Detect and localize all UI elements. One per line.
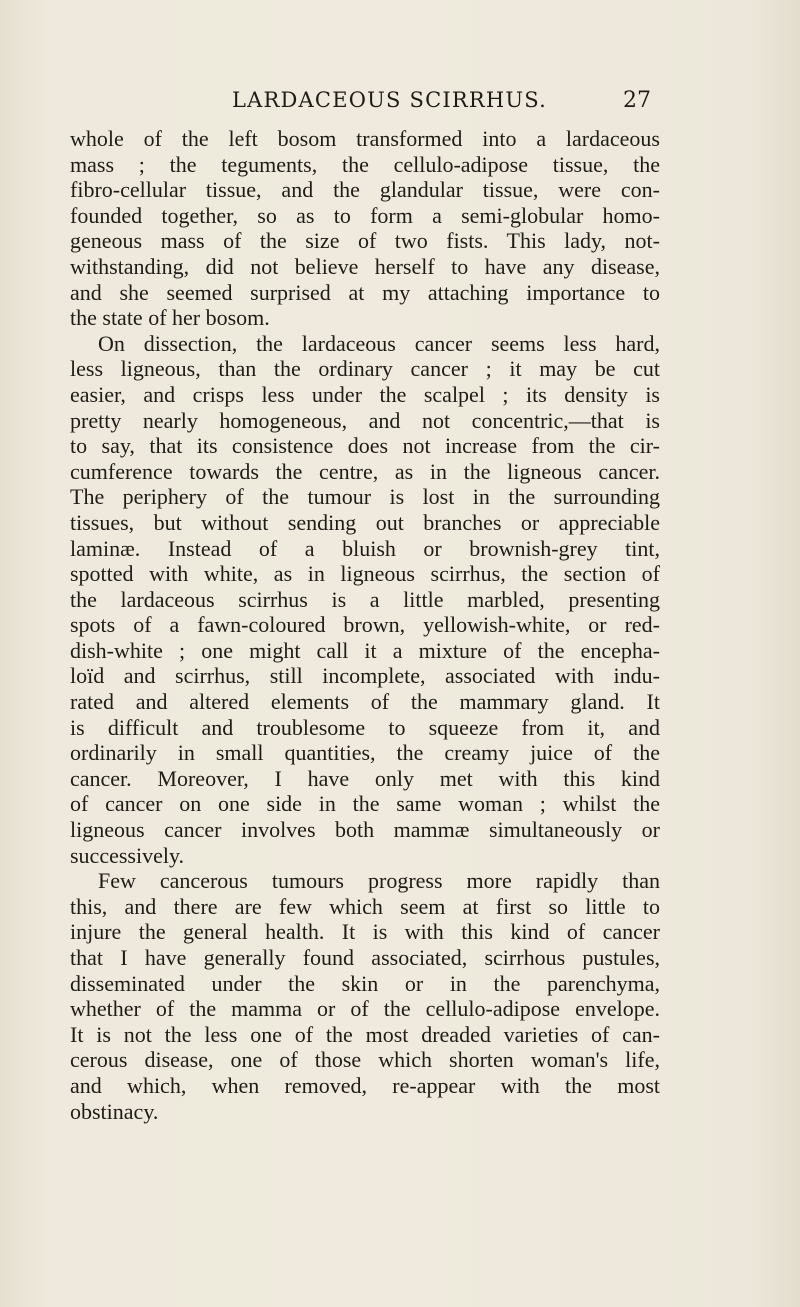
text-line: obstinacy. bbox=[70, 1098, 159, 1124]
body-text bbox=[70, 126, 660, 1124]
text-line: less ligneous, than the ordinary cancer ; it may be cut bbox=[70, 356, 660, 382]
text-line: injure the general health. It is with this kind of cancer bbox=[70, 919, 660, 945]
text-line: is difficult and troublesome to squeeze from it, and bbox=[70, 714, 660, 740]
text-line: the lardaceous scirrhus is a little marbled, presenting bbox=[70, 586, 660, 612]
text-line: ligneous cancer involves both mammæ simultaneously or bbox=[70, 817, 660, 843]
text-line: withstanding, did not believe herself to have any disease, bbox=[70, 253, 660, 279]
text-line: easier, and crisps less under the scalpel ; its density is bbox=[70, 381, 660, 407]
paragraph-1 bbox=[70, 126, 660, 331]
paragraph-2 bbox=[70, 331, 660, 868]
paragraph-3 bbox=[70, 868, 660, 1124]
text-line: ordinarily in small quantities, the creamy juice of the bbox=[70, 740, 660, 766]
text-line: and which, when removed, re-appear with the most bbox=[70, 1072, 660, 1098]
text-line: dish-white ; one might call it a mixture of the encepha- bbox=[70, 637, 660, 663]
text-line: rated and altered elements of the mammary gland. It bbox=[70, 689, 660, 715]
text-line: that I have generally found associated, scirrhous pustules, bbox=[70, 945, 660, 970]
text-line: On dissection, the lardaceous cancer seems less hard, bbox=[98, 330, 660, 356]
text-line: The periphery of the tumour is lost in the surrounding bbox=[70, 484, 660, 510]
text-line: cancer. Moreover, I have only met with this kind bbox=[70, 765, 660, 791]
running-head: LARDACEOUS SCIRRHUS. bbox=[232, 88, 547, 112]
text-line: geneous mass of the size of two fists. This lady, not- bbox=[70, 228, 660, 254]
text-line: successively. bbox=[70, 842, 185, 868]
text-line: cumference towards the centre, as in the ligneous cancer. bbox=[70, 458, 660, 484]
text-line: whole of the left bosom transformed into a lardaceous bbox=[70, 126, 660, 151]
text-line: spotted with white, as in ligneous scirrhus, the section of bbox=[70, 561, 660, 587]
text-line: Few cancerous tumours progress more rapidly than bbox=[98, 868, 660, 894]
text-line: to say, that its consistence does not increase from the cir- bbox=[70, 433, 660, 459]
text-line: the state of her bosom. bbox=[70, 305, 270, 331]
text-line: fibro-cellular tissue, and the glandular tissue, were con- bbox=[70, 177, 660, 203]
text-line: this, and there are few which seem at first so little to bbox=[70, 893, 660, 919]
text-line: whether of the mamma or of the cellulo-adipose envelope. bbox=[70, 996, 660, 1022]
text-line: disseminated under the skin or in the parenchyma, bbox=[70, 970, 660, 996]
text-line: founded together, so as to form a semi-globular homo- bbox=[70, 202, 660, 228]
text-line: pretty nearly homogeneous, and not concentric,—that is bbox=[70, 407, 660, 433]
text-line: spots of a fawn-coloured brown, yellowish-white, or red- bbox=[70, 612, 660, 638]
text-line: laminæ. Instead of a bluish or brownish-grey tint, bbox=[70, 535, 660, 561]
text-line: tissues, but without sending out branches or appreciable bbox=[70, 509, 660, 535]
page-number: 27 bbox=[623, 88, 651, 113]
text-line: loïd and scirrhus, still incomplete, associated with indu- bbox=[70, 663, 660, 689]
page-header bbox=[0, 88, 800, 118]
text-line: mass ; the teguments, the cellulo-adipose tissue, the bbox=[70, 151, 660, 177]
text-line: It is not the less one of the most dreaded varieties of can- bbox=[70, 1021, 660, 1047]
text-line: and she seemed surprised at my attaching importance to bbox=[70, 279, 660, 305]
text-line: of cancer on one side in the same woman ; whilst the bbox=[70, 791, 660, 817]
text-line: cerous disease, one of those which shorten woman's life, bbox=[70, 1047, 660, 1073]
